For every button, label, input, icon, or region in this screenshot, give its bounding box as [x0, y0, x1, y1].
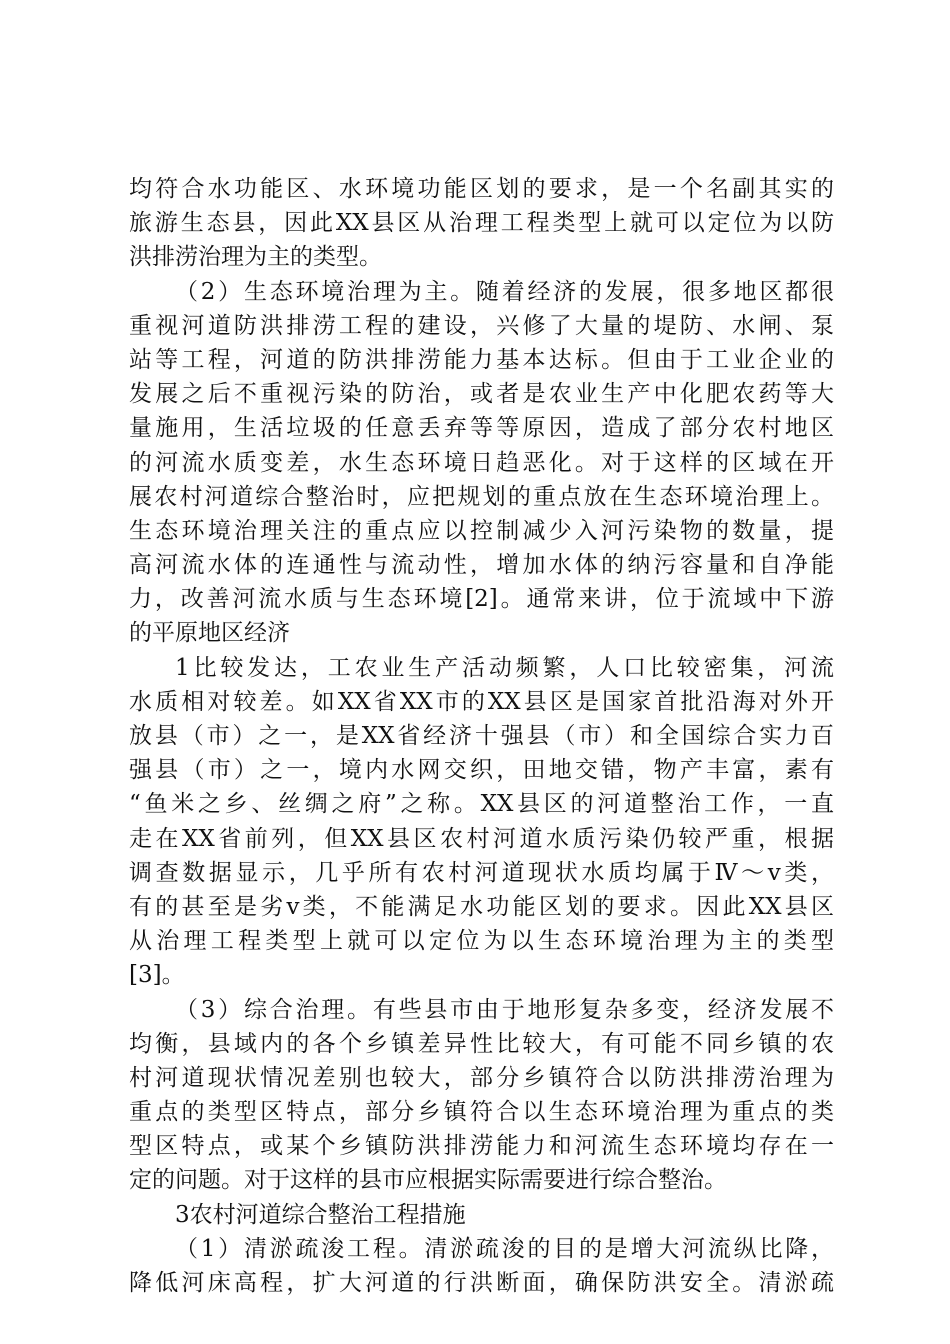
- text-line: 展农村河道综合整治时，应把规划的重点放在生态环境治理上。: [129, 483, 834, 510]
- text-line: “鱼米之乡、丝绸之府”之称。XX县区的河道整治工作，一直: [129, 791, 834, 818]
- text-line: 有的甚至是劣v类，不能满足水功能区划的要求。因此XX县区: [129, 893, 834, 920]
- text-line: 3农村河道综合整治工程措施: [175, 1201, 466, 1228]
- text-line: 均衡，县域内的各个乡镇差异性比较大，有可能不同乡镇的农: [129, 1030, 834, 1057]
- text-line: 发展之后不重视污染的防治，或者是农业生产中化肥农药等大: [129, 381, 834, 408]
- text-line: 站等工程，河道的防洪排涝能力基本达标。但由于工业企业的: [129, 346, 834, 373]
- text-line: 旅游生态县，因此XX县区从治理工程类型上就可以定位为以防: [129, 210, 834, 237]
- text-line: 村河道现状情况差别也较大，部分乡镇符合以防洪排涝治理为: [129, 1064, 834, 1091]
- text-line: 重点的类型区特点，部分乡镇符合以生态环境治理为重点的类: [129, 1099, 834, 1126]
- text-line: 高河流水体的连通性与流动性，增加水体的纳污容量和自净能: [129, 552, 834, 579]
- text-line: 调查数据显示，几乎所有农村河道现状水质均属于Ⅳ～v类，: [129, 859, 834, 886]
- text-line: 型区特点，或某个乡镇防洪排涝能力和河流生态环境均存在一: [129, 1133, 834, 1160]
- text-line: 洪排涝治理为主的类型。: [129, 244, 382, 271]
- text-line: 力，改善河流水质与生态环境[2]。通常来讲，位于流域中下游: [129, 586, 834, 613]
- text-line: 量施用，生活垃圾的任意丢弃等等原因，造成了部分农村地区: [129, 415, 834, 442]
- text-line: 定的问题。对于这样的县市应根据实际需要进行综合整治。: [129, 1167, 727, 1194]
- text-line: 1比较发达，工农业生产活动频繁，人口比较密集，河流: [175, 654, 834, 681]
- text-line: 均符合水功能区、水环境功能区划的要求，是一个名副其实的: [129, 176, 834, 202]
- text-line: （2）生态环境治理为主。随着经济的发展，很多地区都很: [175, 278, 834, 305]
- text-line: 从治理工程类型上就可以定位为以生态环境治理为主的类型: [129, 928, 834, 955]
- text-line: 重视河道防洪排涝工程的建设，兴修了大量的堤防、水闸、泵: [129, 312, 834, 339]
- text-line: 降低河床高程，扩大河道的行洪断面，确保防洪安全。清淤疏: [129, 1270, 834, 1296]
- text-line: 强县（市）之一，境内水网交织，田地交错，物产丰富，素有: [129, 757, 834, 784]
- text-line: [3]。: [129, 962, 185, 989]
- text-line: 走在XX省前列，但XX县区农村河道水质污染仍较严重，根据: [129, 825, 834, 852]
- text-line: （1）清淤疏浚工程。清淤疏浚的目的是增大河流纵比降，: [175, 1235, 834, 1262]
- text-line: （3）综合治理。有些县市由于地形复杂多变，经济发展不: [175, 996, 834, 1023]
- text-line: 的河流水质变差，水生态环境日趋恶化。对于这样的区域在开: [129, 449, 834, 476]
- text-line: 生态环境治理关注的重点应以控制减少入河污染物的数量，提: [129, 517, 834, 544]
- body-text: [129, 172, 834, 1300]
- text-line: 的平原地区经济: [129, 620, 290, 647]
- text-line: 水质相对较差。如XX省XX市的XX县区是国家首批沿海对外开: [129, 688, 834, 715]
- text-line: 放县（市）之一，是XX省经济十强县（市）和全国综合实力百: [129, 723, 834, 749]
